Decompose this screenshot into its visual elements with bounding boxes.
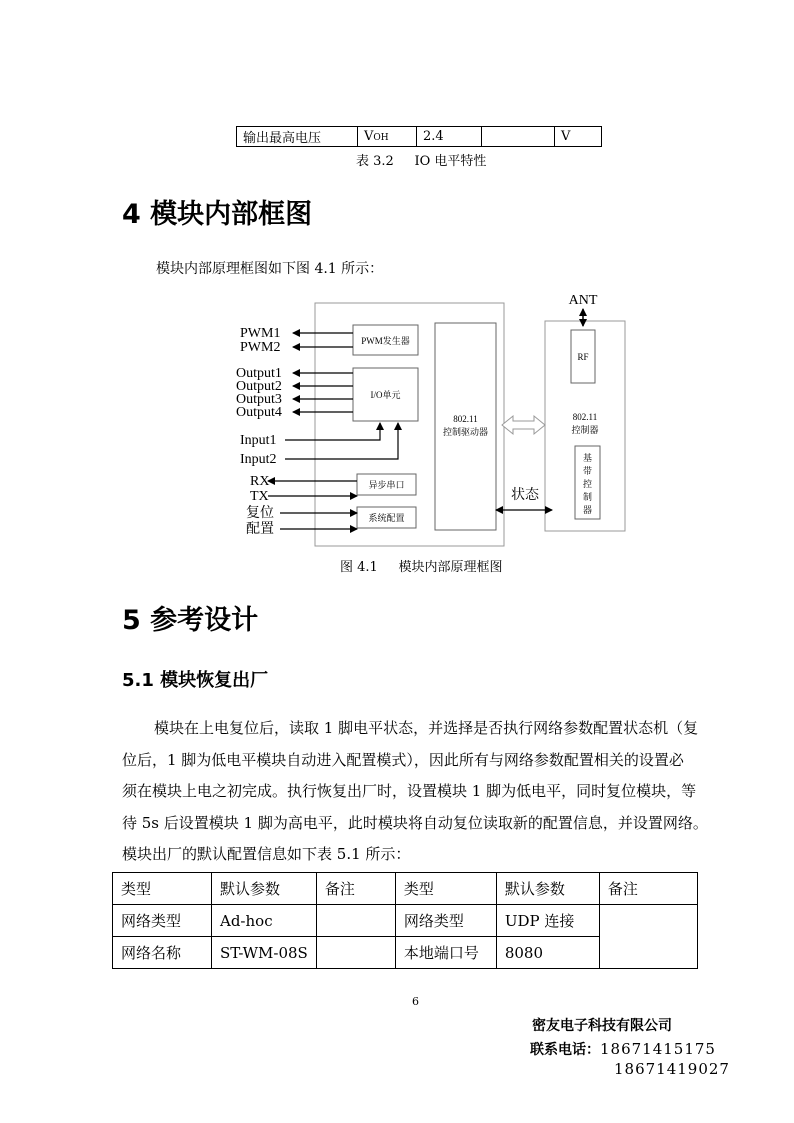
- io-block-label: I/O单元: [370, 390, 401, 400]
- table-cell: 本地端口号: [395, 937, 496, 969]
- ant-label: ANT: [568, 293, 598, 308]
- driver-block-line1: 802.11: [453, 414, 478, 424]
- rx-label: RX: [250, 474, 270, 489]
- table-cell: Ad-hoc: [212, 905, 317, 937]
- symbol-cell: [358, 127, 417, 147]
- table-cell: ST-WM-08S: [212, 937, 317, 969]
- paragraph-line: 须在模块上电之初完成。执行恢复出厂时，设置模块 1 脚为低电平，同时复位模块，等: [122, 782, 697, 800]
- header-cell: 类型: [113, 873, 212, 905]
- table-cell: [316, 937, 395, 969]
- footer-phone-line: [530, 1039, 716, 1059]
- baseband-char-4: 制: [582, 492, 593, 502]
- config-label: 配置: [246, 522, 274, 537]
- section5-heading: 5 参考设计: [122, 605, 259, 636]
- baseband-char-2: 带: [582, 466, 593, 476]
- pwm-block-label: PWM发生器: [361, 336, 410, 346]
- output1-label: Output1: [236, 366, 282, 381]
- controller-block-line1: 802.11: [572, 412, 598, 422]
- table-cell: 8080: [496, 937, 599, 969]
- paragraph-line: 模块出厂的默认配置信息如下表 5.1 所示：: [122, 845, 411, 863]
- table-cell: UDP 连接: [496, 905, 599, 937]
- param-cell: 输出最高电压: [237, 127, 358, 147]
- io-spec-table: [236, 126, 602, 147]
- table-caption: 表 3.2 IO 电平特性: [356, 154, 487, 169]
- paragraph-line: 待 5s 后设置模块 1 脚为高电平，此时模块将自动复位读取新的配置信息，并设置网络。: [122, 813, 708, 832]
- table-cell-remark: [599, 905, 697, 969]
- table-row: [237, 127, 602, 147]
- pwm1-label: PWM1: [240, 326, 281, 341]
- output3-label: Output3: [236, 392, 282, 407]
- section5-paragraph: [122, 713, 714, 871]
- output2-label: Output2: [236, 379, 282, 394]
- baseband-char-5: 器: [582, 505, 593, 515]
- typ-cell: [482, 127, 555, 147]
- tx-label: TX: [250, 489, 269, 504]
- data-link-arrow: [502, 416, 545, 434]
- output4-label: Output4: [236, 405, 282, 420]
- rf-block-label: RF: [577, 352, 589, 362]
- header-cell: 默认参数: [496, 873, 599, 905]
- input1-label: Input1: [240, 433, 277, 448]
- section4-intro: 模块内部原理框图如下图 4.1 所示：: [156, 261, 384, 277]
- driver-block-line2: 控制驱动器: [442, 427, 489, 437]
- section4-heading: 4 模块内部框图: [122, 199, 313, 230]
- table-cell: [316, 905, 395, 937]
- header-cell: 备注: [599, 873, 697, 905]
- footer-phone1: 18671415175: [600, 1040, 716, 1058]
- reset-label: 复位: [246, 506, 274, 521]
- pwm2-label: PWM2: [240, 340, 281, 355]
- header-cell: 备注: [316, 873, 395, 905]
- table-header-row: [113, 873, 698, 905]
- page-number: 6: [412, 995, 419, 1008]
- default-config-table: [112, 872, 698, 969]
- table-cell: 网络类型: [395, 905, 496, 937]
- input2-arrow: [285, 423, 398, 459]
- min-cell: 2.4: [417, 127, 482, 147]
- table-cell: 网络名称: [113, 937, 212, 969]
- input1-arrow: [285, 423, 380, 440]
- paragraph-line: 模块在上电复位后，读取 1 脚电平状态，并选择是否执行网络参数配置状态机（复: [154, 719, 699, 737]
- symbol-sub: OH: [373, 133, 389, 143]
- unit-cell: V: [555, 127, 602, 147]
- uart-block-label: 异步串口: [368, 480, 405, 490]
- table-row: [113, 905, 698, 937]
- block-diagram: [230, 288, 630, 548]
- sysconf-block-label: 系统配置: [368, 513, 405, 523]
- input2-label: Input2: [240, 452, 277, 467]
- figure-caption: 图 4.1 模块内部原理框图: [340, 560, 503, 575]
- header-cell: 类型: [395, 873, 496, 905]
- controller-block-line2: 控制器: [571, 425, 599, 435]
- status-label: 状态: [511, 488, 539, 503]
- paragraph-line: 位后，1 脚为低电平模块自动进入配置模式），因此所有与网络参数配置相关的设置必: [122, 750, 684, 769]
- baseband-char-1: 基: [582, 453, 593, 463]
- baseband-char-3: 控: [582, 479, 593, 489]
- footer-phone-label: 联系电话：: [530, 1042, 600, 1058]
- footer-company: 密友电子科技有限公司: [532, 1018, 672, 1034]
- symbol-main: V: [364, 129, 374, 144]
- footer-phone2: 18671419027: [614, 1060, 730, 1078]
- header-cell: 默认参数: [212, 873, 317, 905]
- table-cell: 网络类型: [113, 905, 212, 937]
- section5-1-heading: 5.1 模块恢复出厂: [122, 670, 269, 691]
